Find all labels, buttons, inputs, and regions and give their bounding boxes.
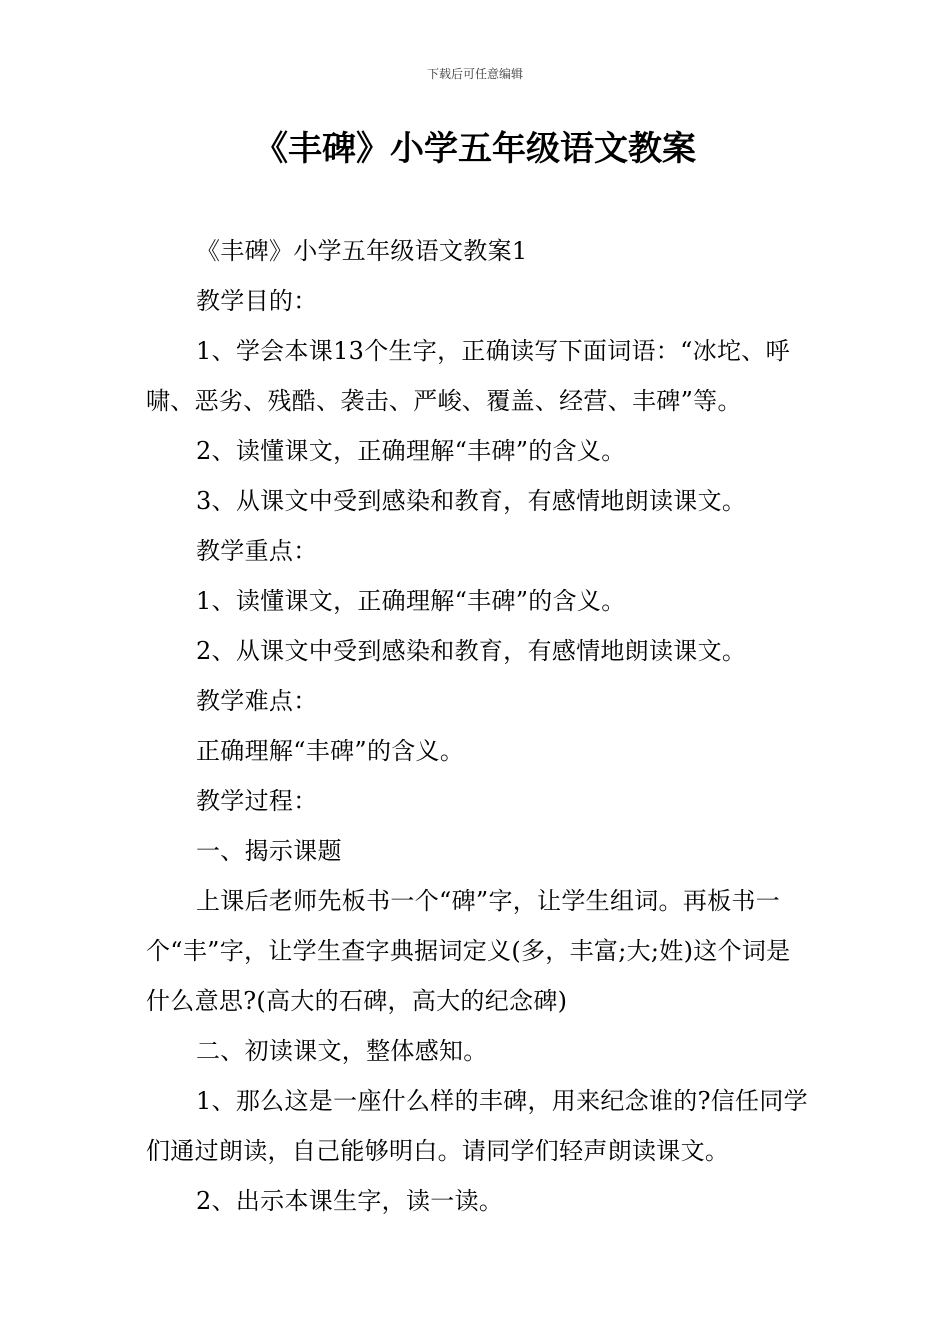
process-paragraph: 2、出示本课生字，读一读。 xyxy=(196,1187,504,1215)
goal-item: 2、读懂课文，正确理解“丰碑”的含义。 xyxy=(196,437,626,465)
difficulty-item: 正确理解“丰碑”的含义。 xyxy=(196,737,465,765)
section-heading: 《丰碑》小学五年级语文教案1 xyxy=(196,237,528,265)
key-point-item: 1、读懂课文，正确理解“丰碑”的含义。 xyxy=(196,587,626,615)
process-paragraph: 上课后老师先板书一个“碑”字，让学生组词。再板书一个“丰”字，让学生查字典据词定义(多，丰富;大;姓)这个词是什么意思?(高大的石碑，高大的纪念碑) xyxy=(146,887,791,1015)
difficulty-heading: 教学难点： xyxy=(196,687,318,715)
key-point-item: 2、从课文中受到感染和教育，有感情地朗读课文。 xyxy=(196,637,747,665)
process-paragraph: 1、那么这是一座什么样的丰碑，用来纪念谁的?信任同学们通过朗读，自己能够明白。请同学们轻声朗读课文。 xyxy=(146,1087,808,1165)
teaching-goals-heading: 教学目的： xyxy=(196,287,318,315)
process-step-heading: 一、揭示课题 xyxy=(196,837,342,865)
key-points-heading: 教学重点： xyxy=(196,537,318,565)
header-note: 下载后可任意编辑 xyxy=(426,67,523,81)
process-heading: 教学过程： xyxy=(196,787,318,815)
goal-item: 1、学会本课13个生字，正确读写下面词语：“冰坨、呼啸、恶劣、残酷、袭击、严峻、覆盖、经营、丰碑”等。 xyxy=(146,337,790,415)
document-body xyxy=(146,226,810,1226)
goal-item: 3、从课文中受到感染和教育，有感情地朗读课文。 xyxy=(196,487,747,515)
document-title: 《丰碑》小学五年级语文教案 xyxy=(254,129,696,169)
process-step-heading: 二、初读课文，整体感知。 xyxy=(196,1037,488,1065)
